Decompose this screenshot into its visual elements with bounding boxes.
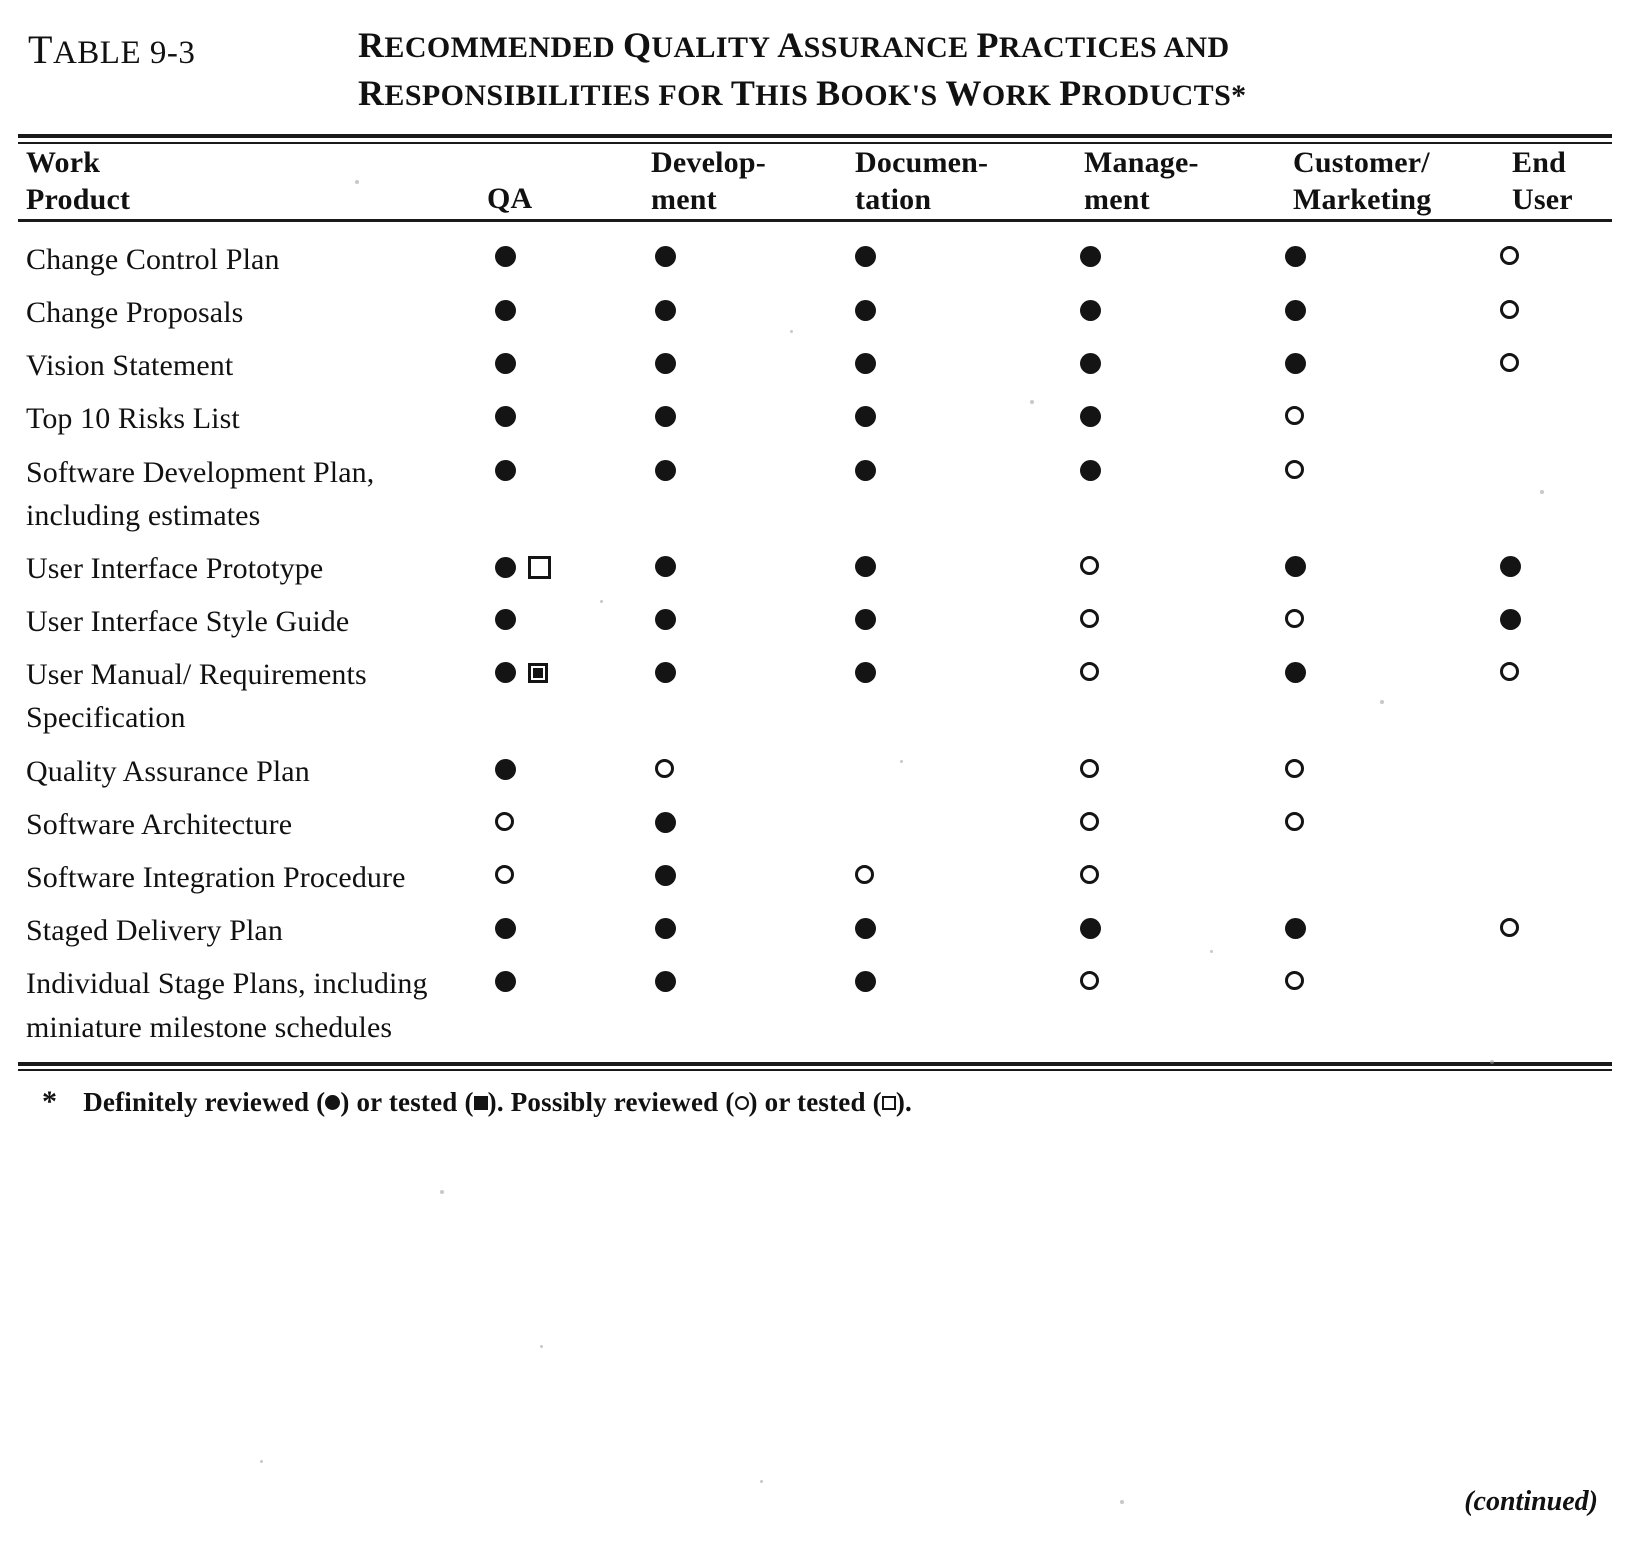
cell-documentation: [833, 904, 1058, 957]
work-product-label: Quality Assurance Plan: [26, 754, 310, 788]
mark-group: [637, 759, 833, 778]
open-circle-icon: [1080, 812, 1099, 831]
mark-group: [1062, 918, 1263, 939]
mark-group: [837, 406, 1058, 427]
mark-group: [637, 971, 833, 992]
open-circle-icon: [1080, 556, 1099, 575]
filled-circle-icon: [655, 971, 676, 992]
table-row: [18, 904, 1614, 957]
cell-customer-marketing: [1263, 446, 1478, 542]
footnote-part-5: ).: [895, 1086, 912, 1117]
filled-circle-icon: [1285, 556, 1306, 577]
filled-circle-icon: [1080, 246, 1101, 267]
cell-management: [1058, 957, 1263, 1053]
open-circle-icon: [655, 759, 674, 778]
footnote-part-3: ). Possibly reviewed (: [487, 1086, 735, 1117]
header-customer-line2: Marketing: [1293, 183, 1432, 217]
mark-group: [477, 812, 633, 831]
table-title-block: [0, 0, 1632, 118]
table-body: [18, 222, 1614, 1054]
cell-customer-marketing: [1263, 798, 1478, 851]
mark-group: [1267, 353, 1478, 374]
filled-circle-icon: [495, 353, 516, 374]
cell-customer-marketing: [1263, 745, 1478, 798]
filled-circle-icon: [495, 300, 516, 321]
header-documentation-line1: Documen-: [855, 145, 989, 179]
mark-group: [477, 353, 633, 374]
table-row: [18, 392, 1614, 445]
header-customer-line1: Customer/: [1293, 145, 1430, 179]
open-circle-icon: [855, 865, 874, 884]
header-development: [647, 144, 851, 219]
cell-customer-marketing: [1263, 222, 1478, 286]
cell-development: [633, 222, 833, 286]
filled-circle-icon: [855, 918, 876, 939]
filled-circle-icon: [1285, 300, 1306, 321]
mark-group: [637, 300, 833, 321]
filled-circle-icon: [495, 246, 516, 267]
filled-circle-icon: [855, 406, 876, 427]
mark-group: [837, 918, 1058, 939]
header-qa: [481, 144, 647, 219]
cell-end-user: [1478, 648, 1614, 744]
cell-management: [1058, 392, 1263, 445]
table-title-line-2: RESPONSIBILITIES FOR THIS BOOK'S WORK PRODUCTS*: [358, 72, 1247, 113]
mark-group: [1267, 406, 1478, 425]
mark-group: [637, 865, 833, 886]
cell-documentation: [833, 286, 1058, 339]
open-circle-icon: [1500, 246, 1519, 265]
header-management-line2: ment: [1084, 183, 1150, 217]
cell-management: [1058, 446, 1263, 542]
mark-group: [477, 918, 633, 939]
mark-group: [637, 662, 833, 683]
open-circle-icon: [1285, 812, 1304, 831]
filled-circle-icon: [1080, 460, 1101, 481]
cell-development: [633, 542, 833, 595]
cell-end-user: [1478, 222, 1614, 286]
open-circle-icon: [495, 865, 514, 884]
mark-group: [1482, 353, 1614, 372]
open-circle-icon: [1500, 353, 1519, 372]
filled-circle-icon: [655, 246, 676, 267]
filled-circle-icon: [1080, 300, 1101, 321]
table-number: TABLE 9-3: [28, 27, 196, 72]
header-work-product: [18, 144, 481, 219]
filled-circle-icon: [655, 406, 676, 427]
filled-circle-icon: [855, 353, 876, 374]
cell-end-user: [1478, 957, 1614, 1053]
mark-group: [1062, 812, 1263, 831]
cell-qa: [473, 851, 633, 904]
table-header: [18, 144, 1632, 219]
work-product-label: Individual Stage Plans, including miniature milestone schedules: [26, 967, 428, 1044]
mark-group: [837, 246, 1058, 267]
header-management: [1080, 144, 1289, 219]
mark-group: [1062, 246, 1263, 267]
header-development-line2: ment: [651, 183, 717, 217]
header-development-line1: Develop-: [651, 145, 766, 179]
mark-group: [837, 556, 1058, 577]
cell-documentation: [833, 957, 1058, 1053]
mark-group: [637, 406, 833, 427]
cell-development: [633, 446, 833, 542]
header-documentation-line2: tation: [855, 183, 932, 217]
mark-group: [637, 246, 833, 267]
open-square-icon: [528, 556, 551, 579]
mark-group: [837, 662, 1058, 683]
cell-development: [633, 286, 833, 339]
table-row: [18, 222, 1614, 286]
filled-circle-icon: [655, 460, 676, 481]
filled-circle-icon: [495, 662, 516, 683]
cell-documentation: [833, 851, 1058, 904]
mark-group: [637, 556, 833, 577]
mark-group: [1267, 609, 1478, 628]
filled-circle-icon: [1080, 353, 1101, 374]
cell-documentation: [833, 446, 1058, 542]
mark-group: [477, 662, 633, 683]
mark-group: [1482, 609, 1614, 630]
filled-circle-icon: [495, 759, 516, 780]
table-bottom-rule: [18, 1062, 1612, 1071]
work-product-label: User Interface Prototype: [26, 551, 324, 585]
mark-group: [1062, 662, 1263, 681]
header-documentation: [851, 144, 1080, 219]
mark-group: [1267, 759, 1478, 778]
cell-end-user: [1478, 286, 1614, 339]
work-product-label: Software Architecture: [26, 807, 293, 841]
header-qa-label: QA: [487, 181, 533, 215]
cell-customer-marketing: [1263, 595, 1478, 648]
filled-circle-icon: [1285, 918, 1306, 939]
mark-group: [1482, 246, 1614, 265]
open-circle-icon: [1500, 300, 1519, 319]
table-row: [18, 339, 1614, 392]
cell-development: [633, 595, 833, 648]
open-circle-icon: [1080, 865, 1099, 884]
header-end-user-line1: End: [1512, 145, 1566, 179]
cell-customer-marketing: [1263, 904, 1478, 957]
mark-group: [1062, 300, 1263, 321]
mark-group: [637, 812, 833, 833]
cell-customer-marketing: [1263, 286, 1478, 339]
cell-qa: [473, 648, 633, 744]
open-circle-icon: [1080, 662, 1099, 681]
table-row: [18, 446, 1614, 542]
cell-development: [633, 851, 833, 904]
cell-development: [633, 904, 833, 957]
table-top-rule: [18, 134, 1612, 144]
cell-end-user: [1478, 339, 1614, 392]
header-customer-marketing: [1289, 144, 1508, 219]
cell-qa: [473, 392, 633, 445]
mark-group: [1267, 300, 1478, 321]
filled-circle-icon: [1080, 918, 1101, 939]
filled-circle-icon: [1285, 353, 1306, 374]
footnote-part-1: Definitely reviewed (: [83, 1086, 326, 1117]
table-title: [358, 22, 1247, 118]
cell-management: [1058, 542, 1263, 595]
footnote-asterisk: *: [42, 1084, 58, 1118]
mark-group: [1062, 406, 1263, 427]
cell-qa: [473, 542, 633, 595]
filled-circle-icon: [855, 300, 876, 321]
table-row: [18, 798, 1614, 851]
cell-documentation: [833, 595, 1058, 648]
cell-qa: [473, 446, 633, 542]
mark-group: [1062, 865, 1263, 884]
table-row: [18, 648, 1614, 744]
cell-qa: [473, 798, 633, 851]
mark-group: [477, 609, 633, 630]
open-circle-icon: [1285, 460, 1304, 479]
mark-group: [1482, 918, 1614, 937]
mark-group: [1482, 300, 1614, 319]
work-product-label: Change Control Plan: [26, 242, 280, 276]
mark-group: [837, 300, 1058, 321]
filled-circle-icon: [855, 460, 876, 481]
table-row: [18, 286, 1614, 339]
filled-circle-icon: [655, 609, 676, 630]
mark-group: [1062, 556, 1263, 575]
cell-qa: [473, 595, 633, 648]
cell-qa: [473, 904, 633, 957]
mark-group: [637, 353, 833, 374]
cell-management: [1058, 286, 1263, 339]
footnote-part-2: ) or tested (: [340, 1086, 474, 1117]
work-product-label: Staged Delivery Plan: [26, 914, 283, 948]
filled-circle-icon: [855, 662, 876, 683]
cell-end-user: [1478, 542, 1614, 595]
filled-circle-icon: [655, 556, 676, 577]
cell-qa: [473, 286, 633, 339]
open-square-icon: [882, 1096, 896, 1110]
cell-customer-marketing: [1263, 957, 1478, 1053]
mark-group: [477, 865, 633, 884]
mark-group: [477, 406, 633, 427]
filled-circle-icon: [1285, 246, 1306, 267]
qa-practices-table: [18, 144, 1632, 219]
mark-group: [637, 918, 833, 939]
work-product-label: User Interface Style Guide: [26, 605, 350, 639]
filled-circle-icon: [495, 460, 516, 481]
mark-group: [1062, 609, 1263, 628]
work-product-label: Software Integration Procedure: [26, 861, 406, 894]
work-product-label: Change Proposals: [26, 295, 244, 329]
open-circle-icon: [1285, 406, 1304, 425]
cell-management: [1058, 222, 1263, 286]
mark-group: [637, 609, 833, 630]
mark-group: [1062, 353, 1263, 374]
table-number-value: 9-3: [149, 35, 196, 71]
filled-circle-icon: [1080, 406, 1101, 427]
cell-end-user: [1478, 798, 1614, 851]
open-circle-icon: [1285, 609, 1304, 628]
cell-end-user: [1478, 904, 1614, 957]
filled-circle-icon: [855, 971, 876, 992]
work-product-label: Vision Statement: [26, 349, 234, 383]
cell-development: [633, 392, 833, 445]
mark-group: [1482, 662, 1614, 681]
cell-customer-marketing: [1263, 851, 1478, 904]
mark-group: [1267, 556, 1478, 577]
cell-end-user: [1478, 446, 1614, 542]
cell-qa: [473, 339, 633, 392]
mark-group: [637, 460, 833, 481]
mark-group: [837, 971, 1058, 992]
open-circle-icon: [1500, 918, 1519, 937]
cell-documentation: [833, 798, 1058, 851]
mark-group: [477, 971, 633, 992]
cell-development: [633, 648, 833, 744]
header-work-product-line2: Product: [26, 183, 131, 217]
cell-qa: [473, 745, 633, 798]
cell-end-user: [1478, 745, 1614, 798]
header-management-line1: Manage-: [1084, 145, 1199, 179]
mark-group: [1267, 662, 1478, 683]
header-end-user-line2: User: [1512, 183, 1573, 217]
mark-group: [477, 246, 633, 267]
work-product-label: User Manual/ Requirements Specification: [26, 658, 367, 735]
filled-circle-icon: [495, 406, 516, 427]
mark-group: [477, 759, 633, 780]
mark-group: [837, 609, 1058, 630]
continued-note: (continued): [1464, 1486, 1598, 1517]
footnote-text: [83, 1087, 912, 1118]
table-row: [18, 745, 1614, 798]
header-work-product-line1: Work: [26, 145, 101, 179]
cell-customer-marketing: [1263, 648, 1478, 744]
cell-management: [1058, 339, 1263, 392]
cell-qa: [473, 957, 633, 1053]
cell-documentation: [833, 339, 1058, 392]
mark-group: [477, 556, 633, 579]
mark-group: [1482, 556, 1614, 577]
header-row: [18, 144, 1632, 219]
filled-circle-icon: [495, 971, 516, 992]
mark-group: [837, 353, 1058, 374]
mark-group: [837, 865, 1058, 884]
cell-management: [1058, 904, 1263, 957]
cell-qa: [473, 222, 633, 286]
cell-development: [633, 745, 833, 798]
table-row: [18, 595, 1614, 648]
mark-group: [1062, 460, 1263, 481]
cell-development: [633, 339, 833, 392]
filled-circle-icon: [1500, 609, 1521, 630]
filled-circle-icon: [855, 609, 876, 630]
open-circle-icon: [1285, 971, 1304, 990]
mark-group: [1267, 971, 1478, 990]
cell-end-user: [1478, 595, 1614, 648]
cell-documentation: [833, 222, 1058, 286]
qa-practices-table-body: [18, 222, 1614, 1054]
open-circle-icon: [735, 1096, 749, 1110]
mark-group: [1267, 918, 1478, 939]
work-product-label: Software Development Plan, including estimates: [26, 455, 375, 532]
filled-circle-icon: [855, 556, 876, 577]
filled-circle-icon: [655, 300, 676, 321]
header-end-user: [1508, 144, 1632, 219]
mark-group: [1267, 460, 1478, 479]
open-circle-icon: [1285, 759, 1304, 778]
cell-management: [1058, 745, 1263, 798]
filled-circle-icon: [495, 609, 516, 630]
cell-documentation: [833, 542, 1058, 595]
open-circle-icon: [1080, 971, 1099, 990]
cell-development: [633, 798, 833, 851]
work-product-label: Top 10 Risks List: [26, 402, 240, 436]
cell-end-user: [1478, 851, 1614, 904]
cell-customer-marketing: [1263, 339, 1478, 392]
filled-circle-icon: [655, 662, 676, 683]
mark-group: [837, 460, 1058, 481]
mark-group: [1267, 812, 1478, 831]
table-row: [18, 957, 1614, 1053]
mark-group: [1062, 759, 1263, 778]
cell-documentation: [833, 648, 1058, 744]
mark-group: [1062, 971, 1263, 990]
table-row: [18, 542, 1614, 595]
filled-circle-icon: [325, 1095, 340, 1110]
cell-customer-marketing: [1263, 392, 1478, 445]
table-row: [18, 851, 1614, 904]
cell-management: [1058, 798, 1263, 851]
filled-square-icon: [474, 1096, 488, 1110]
filled-circle-icon: [655, 865, 676, 886]
cell-documentation: [833, 392, 1058, 445]
cell-end-user: [1478, 392, 1614, 445]
open-circle-icon: [1080, 759, 1099, 778]
filled-circle-icon: [855, 246, 876, 267]
filled-circle-icon: [655, 918, 676, 939]
filled-circle-icon: [1285, 662, 1306, 683]
filled-square-icon: [528, 663, 548, 683]
filled-circle-icon: [1500, 556, 1521, 577]
table-footnote: [0, 1071, 1632, 1118]
mark-group: [477, 300, 633, 321]
cell-management: [1058, 648, 1263, 744]
mark-group: [477, 460, 633, 481]
cell-customer-marketing: [1263, 542, 1478, 595]
filled-circle-icon: [495, 918, 516, 939]
filled-circle-icon: [655, 353, 676, 374]
open-circle-icon: [1500, 662, 1519, 681]
footnote-part-4: ) or tested (: [748, 1086, 882, 1117]
mark-group: [1267, 246, 1478, 267]
cell-management: [1058, 851, 1263, 904]
cell-development: [633, 957, 833, 1053]
open-circle-icon: [1080, 609, 1099, 628]
cell-documentation: [833, 745, 1058, 798]
filled-circle-icon: [655, 812, 676, 833]
open-circle-icon: [495, 812, 514, 831]
cell-management: [1058, 595, 1263, 648]
filled-circle-icon: [495, 557, 516, 578]
table-title-line-1: RECOMMENDED QUALITY ASSURANCE PRACTICES AND: [358, 25, 1230, 65]
